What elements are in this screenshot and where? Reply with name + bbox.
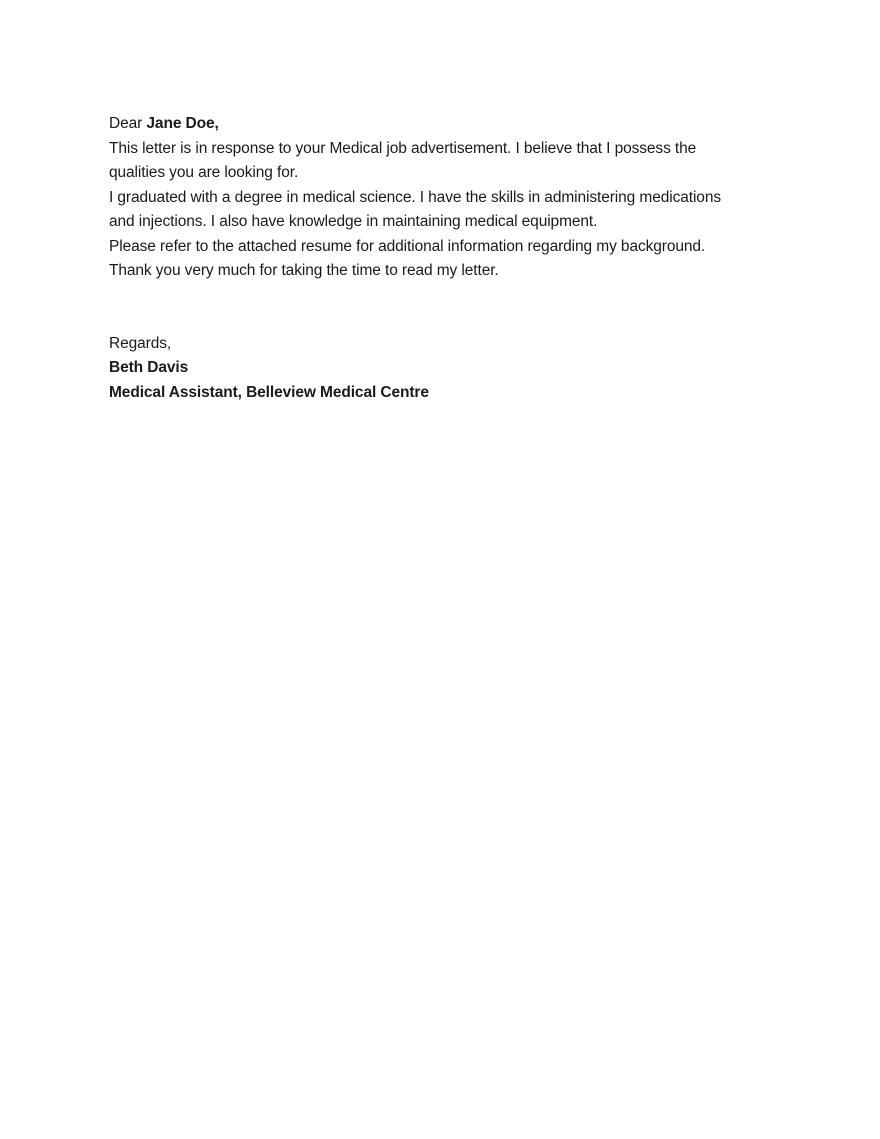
signature-title: Medical Assistant, Belleview Medical Centre	[109, 383, 429, 401]
paragraph-line: Thank you very much for taking the time to read my letter.	[109, 262, 499, 279]
paragraph-line: and injections. I also have knowledge in maintaining medical equipment.	[109, 213, 598, 230]
letter-paragraph-qualifications	[109, 186, 789, 235]
letter-paragraph-resume	[109, 235, 789, 260]
paragraph-line: I graduated with a degree in medical science. I have the skills in administering medications	[109, 188, 721, 206]
paragraph-line: Please refer to the attached resume for additional information regarding my background.	[109, 237, 706, 255]
letter-paragraph-response	[109, 137, 789, 186]
paragraph-line: This letter is in response to your Medical job advertisement. I believe that I possess the	[109, 139, 697, 157]
signature-block	[109, 356, 789, 405]
cover-letter	[109, 112, 789, 405]
letter-paragraph-thanks	[109, 259, 789, 284]
greeting-prefix: Dear	[109, 115, 147, 132]
letter-greeting	[109, 112, 789, 137]
recipient-name: Jane Doe,	[146, 115, 219, 132]
signature-name: Beth Davis	[109, 359, 189, 376]
paragraph-line: qualities you are looking for.	[109, 164, 299, 181]
letter-closing: Regards,	[109, 334, 172, 352]
